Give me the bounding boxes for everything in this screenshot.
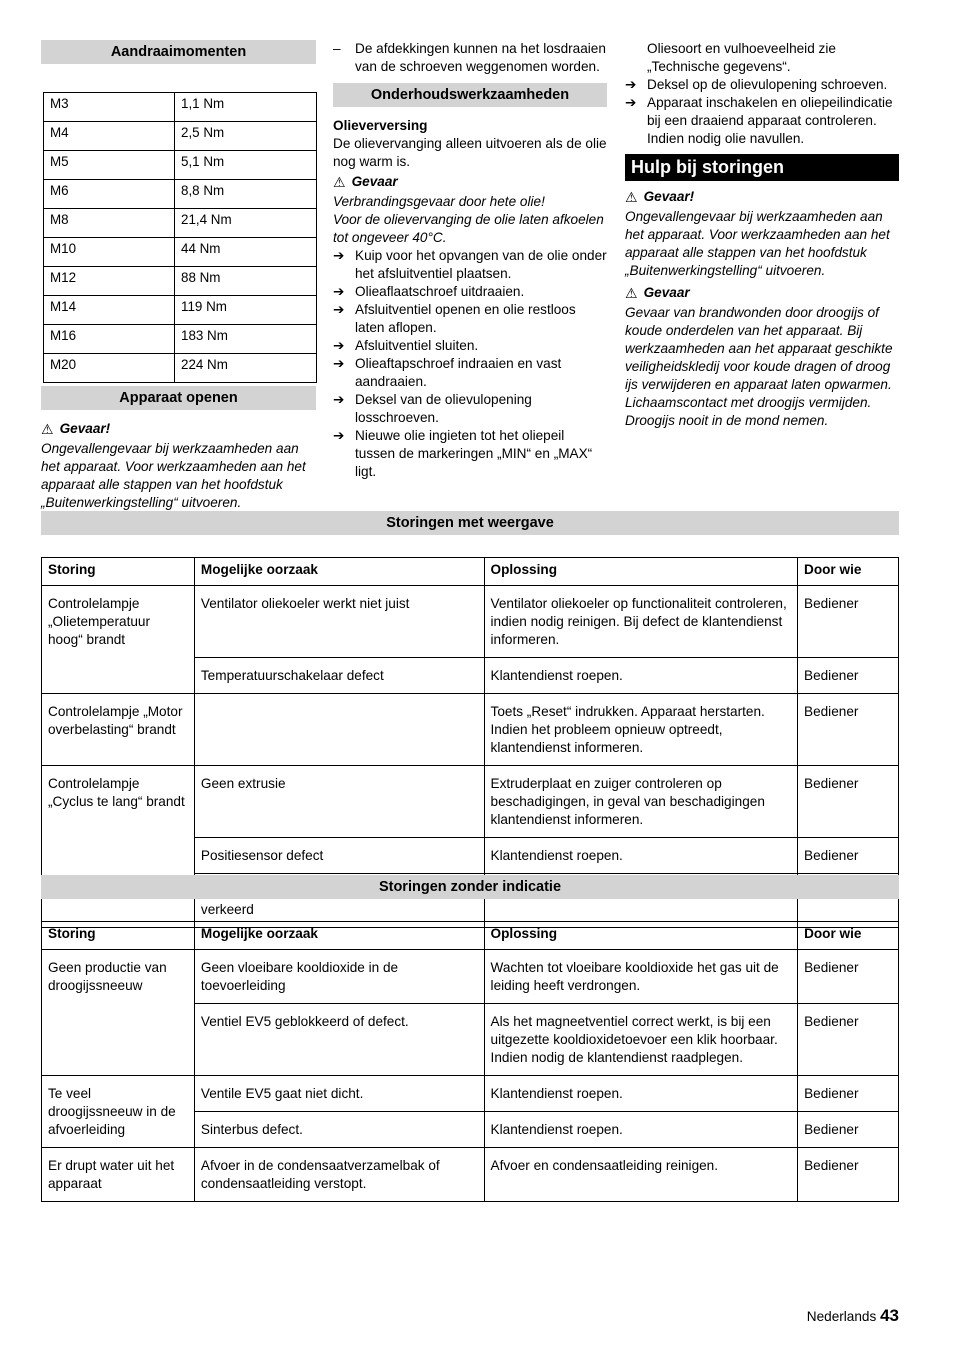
storing-cell: Geen productie van droogijssneeuw bbox=[42, 950, 195, 1076]
oil-intro: De olievervanging alleen uitvoeren als de olie nog warm is. bbox=[333, 136, 607, 169]
table-storingen-met-weergave bbox=[41, 557, 899, 928]
thread-size: M8 bbox=[44, 209, 175, 238]
torque-row bbox=[44, 151, 317, 180]
storing-cell: Controlelampje „Olietemperatuur hoog“ brandt bbox=[42, 586, 195, 694]
arrow-right-icon: ➔ bbox=[625, 77, 637, 92]
torque-table bbox=[43, 92, 317, 383]
thread-size: M16 bbox=[44, 325, 175, 354]
warning-line-1: Verbrandingsgevaar door hete olie! bbox=[333, 194, 545, 209]
thread-size: M3 bbox=[44, 93, 175, 122]
warning-text: Ongevallengevaar bij werkzaamheden aan het apparaat. Voor werkzaamheden aan het apparaat alle stappen van het hoofdstuk „Buitenwerkingstelling“ uitvoeren. bbox=[41, 441, 306, 510]
arrow-right-icon: ➔ bbox=[333, 248, 345, 263]
oplossing-cell: Klantendienst roepen. bbox=[484, 1076, 798, 1112]
door-wie-cell: Bediener bbox=[798, 1148, 899, 1202]
door-wie-cell: Bediener bbox=[798, 658, 899, 694]
oplossing-cell: Toets „Reset“ indrukken. Apparaat herstarten. Indien het probleem opnieuw optreedt, klantendienst informeren. bbox=[484, 694, 797, 766]
warning-text-1: Ongevallengevaar bij werkzaamheden aan het apparaat. Voor werkzaamheden aan het apparaat alle stappen van het hoofdstuk „Buitenwerkingstelling“ uitvoeren. bbox=[625, 209, 890, 278]
thread-size: M10 bbox=[44, 238, 175, 267]
oorzaak-cell bbox=[194, 694, 484, 766]
torque-value: 183 Nm bbox=[175, 325, 317, 354]
storing-cell: Controlelampje „Motor overbelasting“ brandt bbox=[42, 694, 195, 766]
oorzaak-cell: verkeerd bbox=[194, 874, 484, 928]
oorzaak-cell: Ventiel EV5 geblokkeerd of defect. bbox=[194, 1004, 484, 1076]
arrow-right-icon: ➔ bbox=[333, 284, 345, 299]
step-text: Apparaat inschakelen en oliepeilindicatie bij een draaiend apparaat controleren. Indien nodig olie navullen. bbox=[647, 95, 893, 146]
column-header: Oplossing bbox=[484, 922, 798, 950]
torque-value: 224 Nm bbox=[175, 354, 317, 383]
door-wie-cell: Bediener bbox=[798, 1076, 899, 1112]
oorzaak-cell: Afvoer in de condensaatverzamelbak of condensaatleiding verstopt. bbox=[194, 1148, 484, 1202]
door-wie-cell: Bediener bbox=[798, 694, 899, 766]
torque-row bbox=[44, 325, 317, 354]
arrow-right-icon: ➔ bbox=[625, 95, 637, 110]
arrow-right-icon: ➔ bbox=[333, 302, 345, 317]
oplossing-cell: Klantendienst roepen. bbox=[484, 838, 797, 874]
oorzaak-cell: Geen extrusie bbox=[194, 766, 484, 838]
torque-value: 8,8 Nm bbox=[175, 180, 317, 209]
oil-title: Olieverversing bbox=[333, 118, 428, 133]
arrow-right-icon: ➔ bbox=[333, 428, 345, 443]
warning-line-2: Voor de olievervanging de olie laten afkoelen tot ongeveer 40°C. bbox=[333, 212, 604, 245]
warning-title-text: Gevaar! bbox=[59, 421, 111, 436]
step-text: Afsluitventiel sluiten. bbox=[355, 338, 479, 353]
column-header: Mogelijke oorzaak bbox=[194, 922, 484, 950]
step-text: Olieaftapschroef indraaien en vast aandraaien. bbox=[355, 356, 562, 389]
step-text: Olieaflaatschroef uitdraaien. bbox=[355, 284, 525, 299]
open-heading: Apparaat openen bbox=[41, 386, 316, 410]
column-middle bbox=[333, 40, 607, 481]
column-header: Storing bbox=[42, 558, 195, 586]
page-footer bbox=[807, 1307, 899, 1326]
help-heading: Hulp bij storingen bbox=[625, 154, 899, 181]
warning-triangle-icon: ⚠ bbox=[41, 421, 54, 437]
thread-size: M14 bbox=[44, 296, 175, 325]
thread-size: M6 bbox=[44, 180, 175, 209]
step-text: Deksel op de olievulopening schroeven. bbox=[647, 77, 888, 92]
arrow-right-icon: ➔ bbox=[333, 392, 345, 407]
step-item bbox=[333, 355, 607, 391]
oorzaak-cell: Ventile EV5 gaat niet dicht. bbox=[194, 1076, 484, 1112]
torque-heading: Aandraaimomenten bbox=[41, 40, 316, 64]
step-item bbox=[625, 76, 899, 94]
oorzaak-cell: Geen vloeibare kooldioxide in de toevoerleiding bbox=[194, 950, 484, 1004]
oorzaak-cell: Sinterbus defect. bbox=[194, 1112, 484, 1148]
torque-row bbox=[44, 180, 317, 209]
oil-steps bbox=[333, 247, 607, 481]
oorzaak-cell: Positiesensor defect bbox=[194, 838, 484, 874]
table-row bbox=[42, 950, 899, 1004]
oplossing-cell: Klantendienst roepen. bbox=[484, 658, 797, 694]
torque-row bbox=[44, 267, 317, 296]
door-wie-cell: Bediener bbox=[798, 586, 899, 658]
torque-row bbox=[44, 93, 317, 122]
torque-value: 88 Nm bbox=[175, 267, 317, 296]
oil-steps-continued bbox=[625, 76, 899, 148]
door-wie-cell: Bediener bbox=[798, 1004, 899, 1076]
torque-value: 44 Nm bbox=[175, 238, 317, 267]
oplossing-cell: Als het magneetventiel correct werkt, is bij een uitgezette kooldioxidetoevoer een klik hoorbaar. Indien nodig de klantendienst raadplegen. bbox=[484, 1004, 798, 1076]
torque-value: 1,1 Nm bbox=[175, 93, 317, 122]
door-wie-cell: Bediener bbox=[798, 766, 899, 838]
torque-row bbox=[44, 296, 317, 325]
page-number: 43 bbox=[880, 1306, 899, 1325]
table2-heading: Storingen zonder indicatie bbox=[41, 875, 899, 899]
warning-title bbox=[41, 420, 316, 438]
thread-size: M4 bbox=[44, 122, 175, 151]
table-row bbox=[42, 694, 899, 766]
warning-triangle-icon: ⚠ bbox=[625, 285, 638, 301]
storing-cell: Er drupt water uit het apparaat bbox=[42, 1148, 195, 1202]
oorzaak-cell: Ventilator oliekoeler werkt niet juist bbox=[194, 586, 484, 658]
step-item bbox=[333, 283, 607, 301]
continued-text: Oliesoort en vulhoeveelheid zie „Technische gegevens“. bbox=[647, 41, 836, 74]
step-text: Afsluitventiel openen en olie restloos laten aflopen. bbox=[355, 302, 576, 335]
warning-title-2: ⚠ Gevaar bbox=[625, 285, 690, 301]
column-header: Door wie bbox=[798, 922, 899, 950]
step-text: Kuip voor het opvangen van de olie onder het afsluitventiel plaatsen. bbox=[355, 248, 607, 281]
torque-value: 2,5 Nm bbox=[175, 122, 317, 151]
torque-row bbox=[44, 238, 317, 267]
oplossing-cell: Klantendienst roepen. bbox=[484, 1112, 798, 1148]
table-row bbox=[42, 586, 899, 658]
warning-triangle-icon: ⚠ bbox=[333, 174, 346, 190]
storing-cell: Controlelampje „Cyclus te lang“ brandt bbox=[42, 766, 195, 928]
thread-size: M20 bbox=[44, 354, 175, 383]
maintenance-heading: Onderhoudswerkzaamheden bbox=[333, 83, 607, 107]
step-item bbox=[625, 94, 899, 148]
footer-language: Nederlands bbox=[806, 1309, 877, 1324]
oplossing-cell: Wachten tot vloeibare kooldioxide het gas uit de leiding heeft verdrongen. bbox=[484, 950, 798, 1004]
table-row bbox=[42, 1076, 899, 1112]
door-wie-cell: Bediener bbox=[798, 950, 899, 1004]
thread-size: M5 bbox=[44, 151, 175, 180]
warning-title: ⚠ Gevaar bbox=[333, 174, 398, 190]
torque-row bbox=[44, 122, 317, 151]
column-left bbox=[41, 40, 316, 512]
step-item bbox=[333, 427, 607, 481]
step-text: Nieuwe olie ingieten tot het oliepeil tussen de markeringen „MIN“ en „MAX“ ligt. bbox=[355, 428, 593, 479]
step-item bbox=[333, 337, 607, 355]
table-row bbox=[42, 1148, 899, 1202]
step-item bbox=[333, 301, 607, 337]
step-item bbox=[333, 247, 607, 283]
torque-row bbox=[44, 209, 317, 238]
door-wie-cell: Bediener bbox=[798, 1112, 899, 1148]
thread-size: M12 bbox=[44, 267, 175, 296]
oplossing-cell: Extruderplaat en zuiger controleren op beschadigingen, in geval van beschadigingen klantendienst informeren. bbox=[484, 766, 797, 838]
table1-heading: Storingen met weergave bbox=[41, 511, 899, 535]
storing-cell: Te veel droogijssneeuw in de afvoerleiding bbox=[42, 1076, 195, 1148]
column-header: Mogelijke oorzaak bbox=[194, 558, 484, 586]
column-header: Storing bbox=[42, 922, 195, 950]
torque-value: 21,4 Nm bbox=[175, 209, 317, 238]
warning-text-2b: Lichaamscontact met droogijs vermijden. Droogijs nooit in de mond nemen. bbox=[625, 395, 872, 428]
warning-text-2a: Gevaar van brandwonden door droogijs of koude onderdelen van het apparaat. Bij werkzaamheden aan het apparaat geschikte veiligheidskledij voor koude dragen of droog ijs verwijderen en apparaat laten opwarmen. bbox=[625, 305, 893, 392]
oplossing-cell: Ventilator oliekoeler op functionaliteit controleren, indien nodig reinigen. Bij defect de klantendienst informeren. bbox=[484, 586, 797, 658]
table-row bbox=[42, 766, 899, 838]
table-storingen-zonder-indicatie bbox=[41, 921, 899, 1202]
torque-row bbox=[44, 354, 317, 383]
column-right bbox=[625, 40, 899, 430]
torque-value: 5,1 Nm bbox=[175, 151, 317, 180]
torque-value: 119 Nm bbox=[175, 296, 317, 325]
warning-title: ⚠ Gevaar! bbox=[625, 189, 695, 205]
arrow-right-icon: ➔ bbox=[333, 356, 345, 371]
step-item bbox=[333, 391, 607, 427]
warning-triangle-icon: ⚠ bbox=[625, 189, 638, 205]
arrow-right-icon: ➔ bbox=[333, 338, 345, 353]
column-header: Door wie bbox=[798, 558, 899, 586]
oorzaak-cell: Temperatuurschakelaar defect bbox=[194, 658, 484, 694]
step-text: Deksel van de olievulopening losschroeven. bbox=[355, 392, 532, 425]
column-header: Oplossing bbox=[484, 558, 797, 586]
door-wie-cell: Bediener bbox=[798, 838, 899, 874]
oplossing-cell: Afvoer en condensaatleiding reinigen. bbox=[484, 1148, 798, 1202]
dash-item: – De afdekkingen kunnen na het losdraaien van de schroeven weggenomen worden. bbox=[333, 41, 606, 74]
